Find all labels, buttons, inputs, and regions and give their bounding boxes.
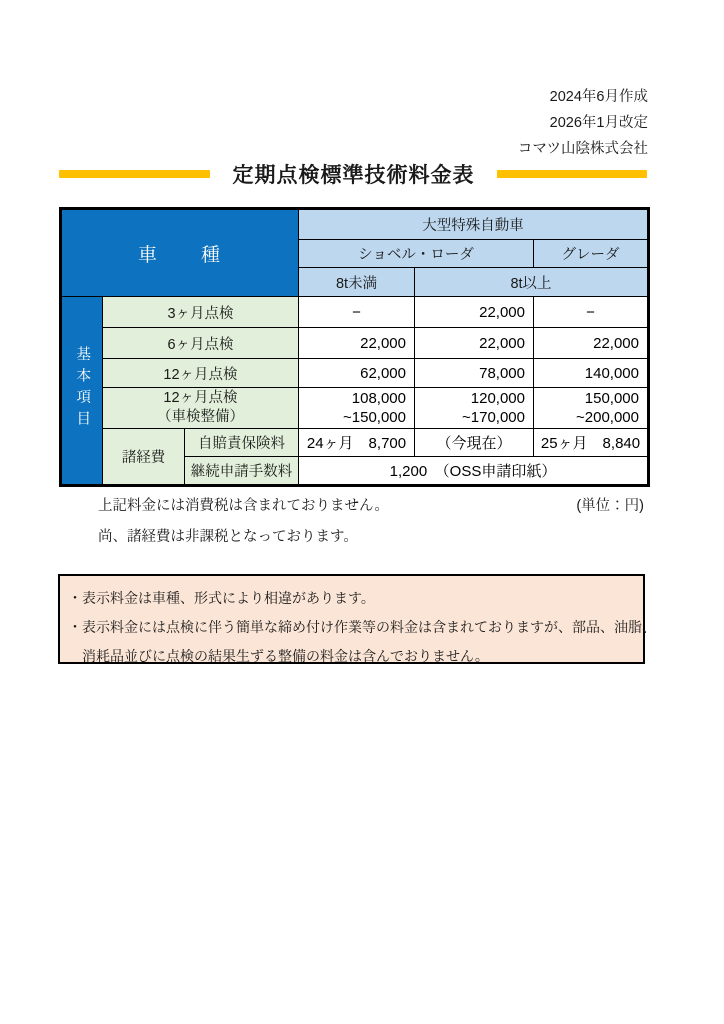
row-label-application-fee: 継続申請手数料: [185, 457, 299, 486]
under-8t-header-cell: 8t未満: [299, 268, 415, 297]
cell-shaken-under8t-from: 108,000: [351, 390, 406, 407]
document-meta: [518, 84, 648, 162]
expense-tax-note: 尚、諸経費は非課税となっております。: [98, 529, 358, 545]
cell-shaken-grader-from: 150,000: [584, 390, 639, 407]
cell-shaken-under8t-to: ~150,000: [343, 409, 406, 426]
tax-note: 上記料金には消費税は含まれておりません。: [98, 498, 389, 514]
row-label-12month-shaken-line1: 12ヶ月点検: [163, 390, 238, 406]
row-label-6month: 6ヶ月点検: [103, 328, 299, 359]
cell-6month-grader: 22,000: [534, 328, 649, 359]
cell-shaken-over8t-to: ~170,000: [462, 409, 525, 426]
vehicle-type-header-cell: 車 種: [61, 209, 299, 297]
cell-shaken-under8t: [299, 388, 415, 429]
title-row: [59, 156, 647, 192]
row-label-12month: 12ヶ月点検: [103, 359, 299, 388]
cell-12month-grader: 140,000: [534, 359, 649, 388]
revised-date: 2026年1月改定: [549, 115, 648, 131]
company-name: コマツ山陰株式会社: [517, 141, 648, 157]
row-label-insurance: 自賠責保険料: [185, 429, 299, 457]
table-row-6month: [61, 328, 649, 359]
title-accent-bar-left: [59, 170, 210, 178]
cell-insurance-over8t: （今現在）: [415, 429, 534, 457]
tax-note-row: [59, 494, 647, 514]
cell-shaken-grader: [534, 388, 649, 429]
notice-line-3: 消耗品並びに点検の結果生ずる整備の料金は含んでおりません。: [68, 648, 489, 664]
table-row-12month-shaken: [61, 388, 649, 429]
cell-6month-under8t: 22,000: [299, 328, 415, 359]
cell-3month-grader: −: [534, 297, 649, 328]
cell-3month-under8t: −: [299, 297, 415, 328]
grader-header-cell: グレーダ: [534, 240, 649, 268]
shovel-loader-header-cell: ショベル・ローダ: [299, 240, 534, 268]
table-row-3month: [61, 297, 649, 328]
row-label-12month-shaken-line2: （車検整備）: [157, 409, 244, 425]
header-row-category: [61, 209, 649, 240]
basic-items-group-cell: [61, 297, 103, 486]
cell-12month-under8t: 62,000: [299, 359, 415, 388]
row-label-3month: 3ヶ月点検: [103, 297, 299, 328]
cell-shaken-over8t: [415, 388, 534, 429]
notice-line-2: ・表示料金には点検に伴う簡単な締め付け作業等の料金は含まれておりますが、部品、油脂、: [68, 619, 656, 635]
cell-3month-over8t: 22,000: [415, 297, 534, 328]
price-table: [59, 207, 650, 487]
title-accent-bar-right: [497, 170, 647, 178]
expenses-group-cell: 諸経費: [103, 429, 185, 486]
unit-note: (単位：円): [576, 498, 644, 514]
cell-shaken-grader-to: ~200,000: [576, 409, 639, 426]
cell-insurance-under8t: 24ヶ月 8,700: [299, 429, 415, 457]
table-row-insurance: [61, 429, 649, 457]
row-label-12month-shaken: [103, 388, 299, 429]
cell-12month-over8t: 78,000: [415, 359, 534, 388]
notice-box: [58, 574, 656, 664]
page-title: 定期点検標準技術料金表: [232, 164, 475, 187]
table-row-12month: [61, 359, 649, 388]
cell-insurance-grader: 25ヶ月 8,840: [534, 429, 649, 457]
over-8t-header-cell: 8t以上: [415, 268, 649, 297]
basic-items-label: 基本項目: [74, 345, 91, 432]
cell-shaken-over8t-from: 120,000: [470, 390, 525, 407]
created-date: 2024年6月作成: [549, 89, 648, 105]
cell-application-fee: 1,200 （OSS申請印紙）: [299, 457, 649, 486]
category-header-cell: 大型特殊自動車: [299, 209, 649, 240]
notice-line-1: ・表示料金は車種、形式により相違があります。: [68, 590, 375, 606]
cell-6month-over8t: 22,000: [415, 328, 534, 359]
